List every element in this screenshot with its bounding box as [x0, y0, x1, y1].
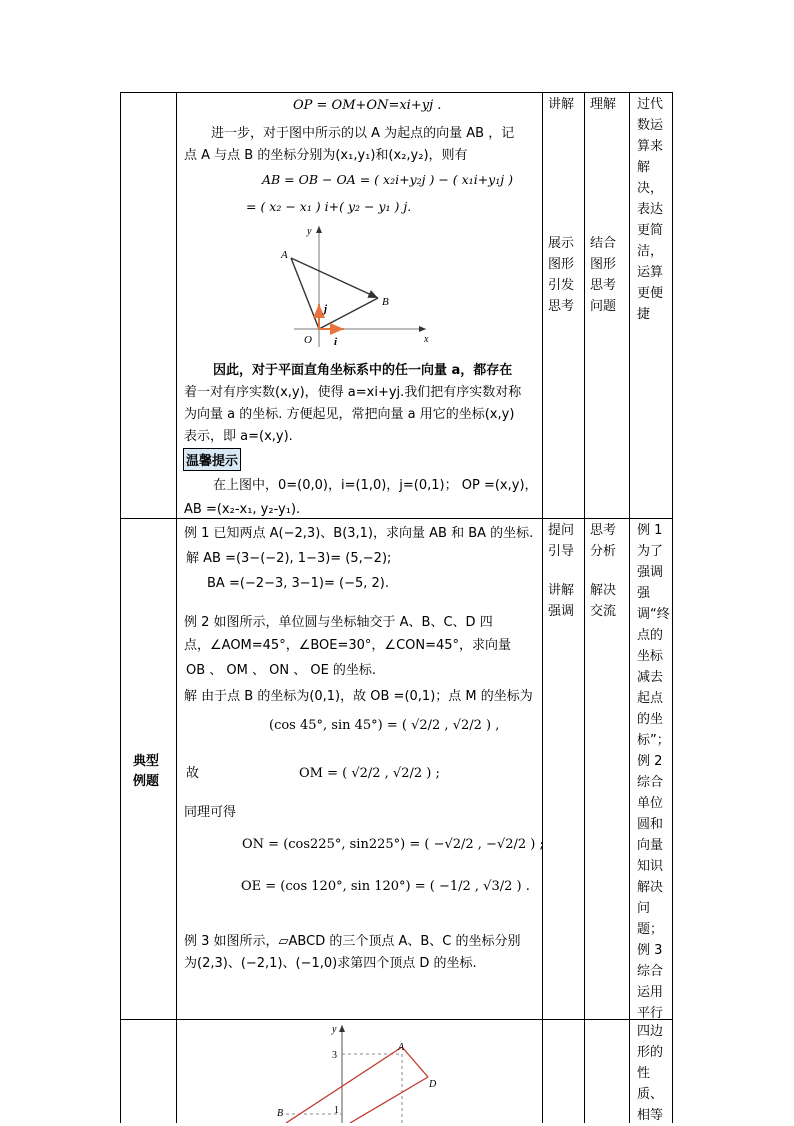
row2-teacher-activity-1: 提问引导 [548, 523, 575, 559]
fig3-label-a: A [398, 1042, 405, 1053]
fig1-label-i: i [334, 336, 338, 348]
ex2-eq3: ON = (cos225°, sin225°) = ( −√2/2 , −√2/2 ) ; [242, 837, 544, 852]
row1-teacher-activity-1: 讲解 [548, 97, 575, 112]
row1-teacher-activity-2: 展示图形引发思考 [548, 236, 575, 314]
para2-line2: 着一对有序实数(x,y)，使得 a=xi+yj.我们把有序实数对称 [184, 385, 522, 400]
ex1-line3: BA =(−2−3, 3−1)= (−5, 2). [207, 576, 390, 591]
fig3-label-b: B [277, 1108, 284, 1119]
row2-student-activity-1: 思考分析 [590, 523, 617, 559]
col-divider-4 [629, 92, 630, 1123]
fig3-label-y: y [332, 1024, 337, 1035]
para2-line3: 为向量 a 的坐标. 方便起见，常把向量 a 用它的坐标(x,y) [184, 407, 515, 422]
para1-line2: 点 A 与点 B 的坐标分别为(x₁,y₁)和(x₂,y₂)，则有 [184, 148, 468, 163]
section-label-examples: 典型例题 [133, 754, 160, 789]
ex3-line1: 例 3 如图所示，▱ABCD 的三个顶点 A、B、C 的坐标分别 [184, 934, 521, 949]
row2-teacher-activity-2: 讲解强调 [548, 583, 575, 619]
col-divider-3 [584, 92, 585, 1123]
row1-student-activity-1: 理解 [590, 97, 617, 112]
col-divider-1 [176, 92, 177, 1123]
tip-line2: AB =(x₂-x₁, y₂-y₁). [184, 502, 301, 517]
fig1-label-x: x [424, 334, 429, 345]
para1-line1: 进一步，对于图中所示的以 A 为起点的向量 AB ，记 [211, 126, 515, 141]
fig1-label-y: y [307, 226, 312, 237]
figure-parallelogram [272, 1019, 472, 1123]
ex2-line1: 例 2 如图所示，单位圆与坐标轴交于 A、B、C、D 四 [184, 615, 493, 630]
figure-coordinate-vectors [274, 222, 434, 352]
ex2-line3: OB 、 OM 、 ON 、 OE 的坐标. [186, 663, 377, 678]
fig3-side-ad [402, 1047, 428, 1077]
eq-ab1: AB = OB − OA = ( x₂i+y₂j ) − ( x₁i+y₁j ) [262, 172, 513, 187]
table-right-border [672, 92, 673, 1123]
fig3-label-d: D [429, 1079, 437, 1090]
fig3-label-3: 3 [332, 1050, 337, 1061]
fig1-label-j: j [324, 303, 328, 315]
fig1-label-o: O [304, 334, 312, 346]
ex2-eq2: OM = ( √2/2 , √2/2 ) ; [299, 766, 440, 781]
eq-ab2: = ( x₂ − x₁ ) i+( y₂ − y₁ ) j. [246, 199, 412, 214]
fig3-side-ba [286, 1047, 402, 1123]
fig3-side-dc [350, 1077, 428, 1123]
row-divider-1 [120, 518, 672, 519]
ex1-line1: 例 1 已知两点 A(−2,3)、B(3,1)，求向量 AB 和 BA 的坐标. [184, 526, 534, 541]
ex2-tongli: 同理可得 [184, 805, 237, 820]
tip-line1: 在上图中，0=(0,0)，i=(1,0)，j=(0,1)； OP =(x,y)， [213, 478, 538, 493]
row1-student-activity-2: 结合图形思考问题 [590, 236, 617, 314]
table-top-border [120, 92, 672, 93]
fig1-label-b: B [382, 296, 389, 308]
ex1-line2: 解 AB =(3−(−2), 1−3)= (5,−2); [186, 551, 392, 566]
fig1-vector-ob [319, 298, 378, 329]
ex2-line4: 解 由于点 B 的坐标为(0,1)，故 OB =(0,1)；点 M 的坐标为 [184, 689, 533, 704]
ex2-eq4: OE = (cos 120°, sin 120°) = ( −1/2 , √3/2 ) . [241, 879, 530, 894]
tip-label: 温馨提示 [183, 448, 241, 471]
table-left-border [120, 92, 121, 1123]
fig3-label-1: 1 [334, 1105, 339, 1116]
ex3-line2: 为(2,3)、(−2,1)、(−1,0)求第四个顶点 D 的坐标. [184, 956, 477, 971]
row1-design-intent: 过代数运算来解决，表达更简洁，运算更便捷 [637, 97, 664, 322]
para2-line1: 因此，对于平面直角坐标系中的任一向量 a，都存在 [213, 363, 513, 378]
fig1-label-a: A [281, 249, 288, 261]
eq-op: OP = OM+ON=xi+yj . [293, 98, 442, 113]
row2-student-activity-2: 解决交流 [590, 583, 617, 619]
para2-line4: 表示，即 a=(x,y). [184, 429, 293, 444]
ex2-eq1: (cos 45°, sin 45°) = ( √2/2 , √2/2 ) , [269, 718, 500, 733]
row2-design-intent: 例 1 为了强调强调“终点的坐标减去起点的坐标”；例 2 综合单位圆和向量知识解决问题；例 3 综合运用平行 [637, 523, 670, 1021]
row3-design-intent: 四边形的性质、相等 [637, 1024, 664, 1123]
ex2-line2: 点，∠AOM=45°，∠BOE=30°，∠CON=45°，求向量 [184, 638, 512, 653]
col-divider-2 [542, 92, 543, 1123]
ex2-gu: 故 [186, 766, 200, 781]
